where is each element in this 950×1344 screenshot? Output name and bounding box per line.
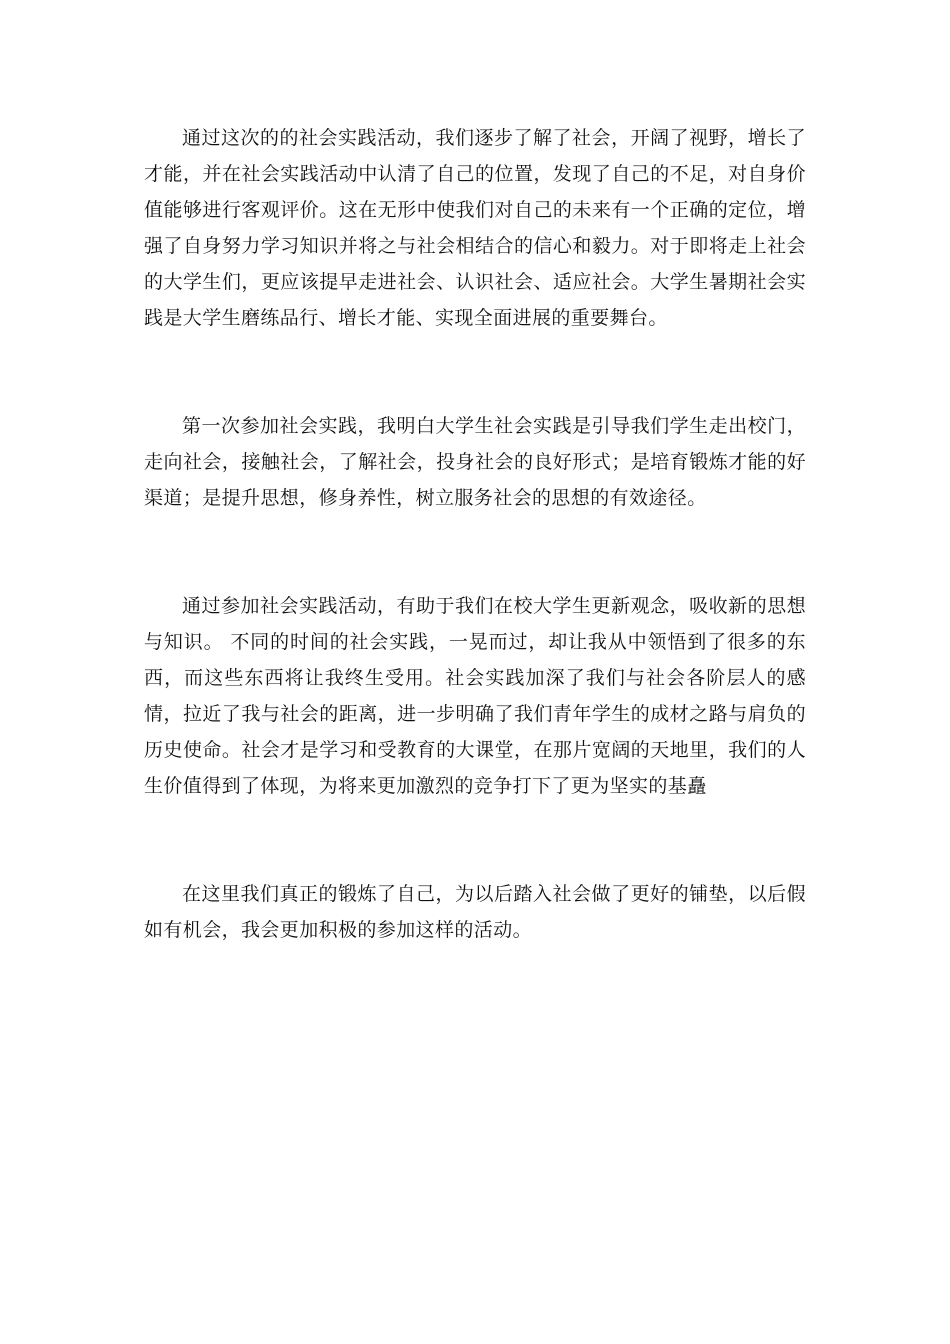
paragraph-3: 通过参加社会实践活动，有助于我们在校大学生更新观念，吸收新的思想与知识。 不同的时间的社会实践，一晃而过，却让我从中领悟到了很多的东西，而这些东西将让我终生受用。社会实践加深了我们与社会各阶层人的感情，拉近了我与社会的距离，进一步明确了我们青年学生的成材之路与肩负的历史使命。社会才是学习和受教育的大课堂，在那片宽阔的天地里，我们的人生价值得到了体现，为将来更加激烈的竞争打下了更为坚实的基矗 xyxy=(144,595,806,797)
document-body xyxy=(144,120,806,948)
paragraph-2: 第一次参加社会实践，我明白大学生社会实践是引导我们学生走出校门，走向社会，接触社会，了解社会，投身社会的良好形式；是培育锻炼才能的好渠道；是提升思想，修身养性，树立服务社会的思想的有效途径。 xyxy=(144,415,806,509)
paragraph-4: 在这里我们真正的锻炼了自己，为以后踏入社会做了更好的铺垫，以后假如有机会，我会更加积极的参加这样的活动。 xyxy=(144,883,806,941)
paragraph-1: 通过这次的的社会实践活动，我们逐步了解了社会，开阔了视野，增长了才能，并在社会实践活动中认清了自己的位置，发现了自己的不足，对自身价值能够进行客观评价。这在无形中使我们对自己的未来有一个正确的定位，增强了自身努力学习知识并将之与社会相结合的信心和毅力。对于即将走上社会的大学生们，更应该提早走进社会、认识社会、适应社会。大学生暑期社会实践是大学生磨练品行、增长才能、实现全面进展的重要舞台。 xyxy=(144,127,806,329)
